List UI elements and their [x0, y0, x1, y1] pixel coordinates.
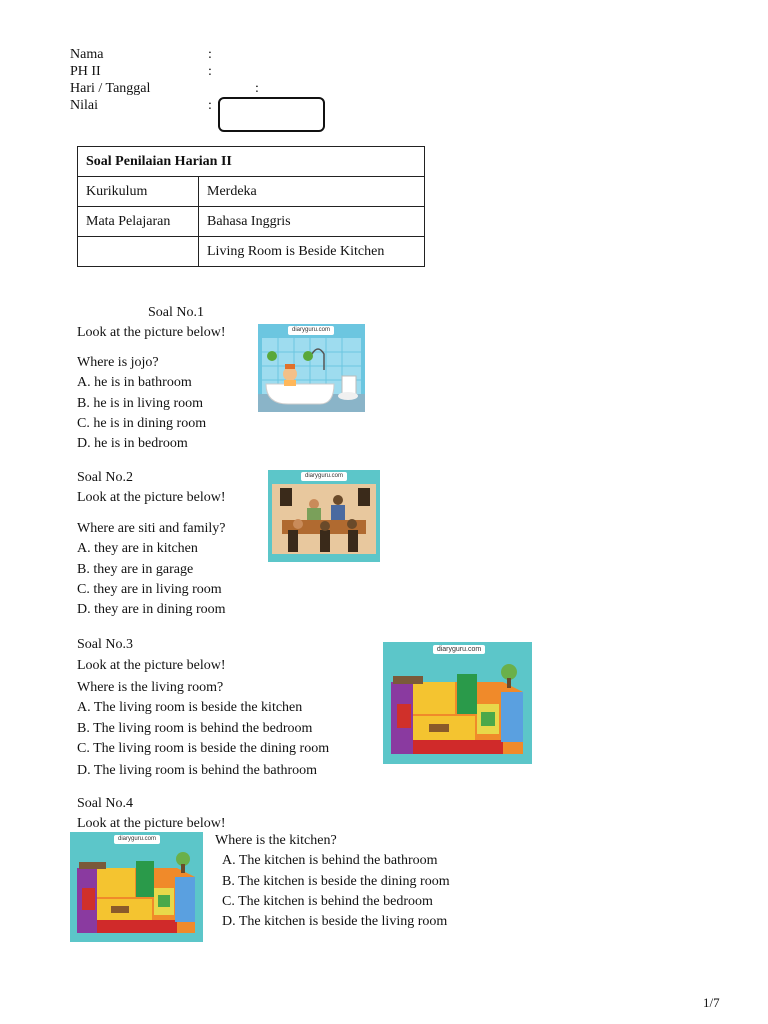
table-row [78, 177, 425, 207]
ph-label: PH II [70, 64, 101, 79]
watermark: diaryguru.com [433, 645, 485, 654]
score-label: Nilai [70, 98, 98, 113]
score-box[interactable] [218, 97, 325, 132]
table-cell [78, 237, 199, 267]
option-a[interactable]: A. The living room is beside the kitchen [77, 700, 303, 715]
table-cell: Bahasa Inggris [199, 207, 425, 237]
option-c[interactable]: C. he is in dining room [77, 416, 207, 431]
option-c[interactable]: C. The kitchen is behind the bedroom [222, 894, 433, 909]
option-a[interactable]: A. he is in bathroom [77, 375, 192, 390]
table-cell: Kurikulum [78, 177, 199, 207]
house-plan-picture [383, 642, 532, 764]
option-d[interactable]: D. they are in dining room [77, 602, 226, 617]
question-number: Soal No.2 [77, 470, 133, 485]
option-c[interactable]: C. The living room is beside the dining room [77, 741, 330, 756]
watermark: diaryguru.com [301, 472, 347, 481]
option-b[interactable]: B. they are in garage [77, 562, 194, 577]
question-number: Soal No.4 [77, 796, 133, 811]
name-colon: : [208, 47, 212, 62]
watermark: diaryguru.com [288, 326, 334, 335]
option-a[interactable]: A. they are in kitchen [77, 541, 198, 556]
house-plan-picture [70, 832, 203, 942]
bathroom-picture [258, 324, 365, 412]
option-d[interactable]: D. The kitchen is beside the living room [222, 914, 448, 929]
option-d[interactable]: D. he is in bedroom [77, 436, 188, 451]
table-title: Soal Penilaian Harian II [78, 147, 425, 177]
option-b[interactable]: B. The kitchen is beside the dining room [222, 874, 450, 889]
question-instruction: Look at the picture below! [77, 658, 226, 673]
option-b[interactable]: B. he is in living room [77, 396, 203, 411]
name-label: Nama [70, 47, 104, 62]
page-number: 1/7 [703, 995, 720, 1010]
option-d[interactable]: D. The living room is behind the bathroom [77, 763, 318, 778]
table-cell: Living Room is Beside Kitchen [199, 237, 425, 267]
date-colon: : [255, 81, 259, 96]
table-row [78, 207, 425, 237]
question-number: Soal No.3 [77, 637, 133, 652]
table-row [78, 147, 425, 177]
question-instruction: Look at the picture below! [77, 816, 226, 831]
question-text: Where is jojo? [77, 355, 159, 370]
dining-room-picture [268, 470, 380, 562]
question-instruction: Look at the picture below! [77, 490, 226, 505]
table-cell: Mata Pelajaran [78, 207, 199, 237]
score-colon: : [208, 98, 212, 113]
question-instruction: Look at the picture below! [77, 325, 226, 340]
table-cell: Merdeka [199, 177, 425, 207]
option-b[interactable]: B. The living room is behind the bedroom [77, 721, 313, 736]
question-text: Where are siti and family? [77, 521, 226, 536]
watermark: diaryguru.com [114, 835, 160, 844]
table-row [78, 237, 425, 267]
ph-colon: : [208, 64, 212, 79]
info-table [77, 146, 425, 267]
question-text: Where is the kitchen? [215, 833, 337, 848]
question-text: Where is the living room? [77, 680, 224, 695]
date-label: Hari / Tanggal [70, 81, 151, 96]
option-c[interactable]: C. they are in living room [77, 582, 222, 597]
option-a[interactable]: A. The kitchen is behind the bathroom [222, 853, 438, 868]
question-number: Soal No.1 [148, 305, 204, 320]
